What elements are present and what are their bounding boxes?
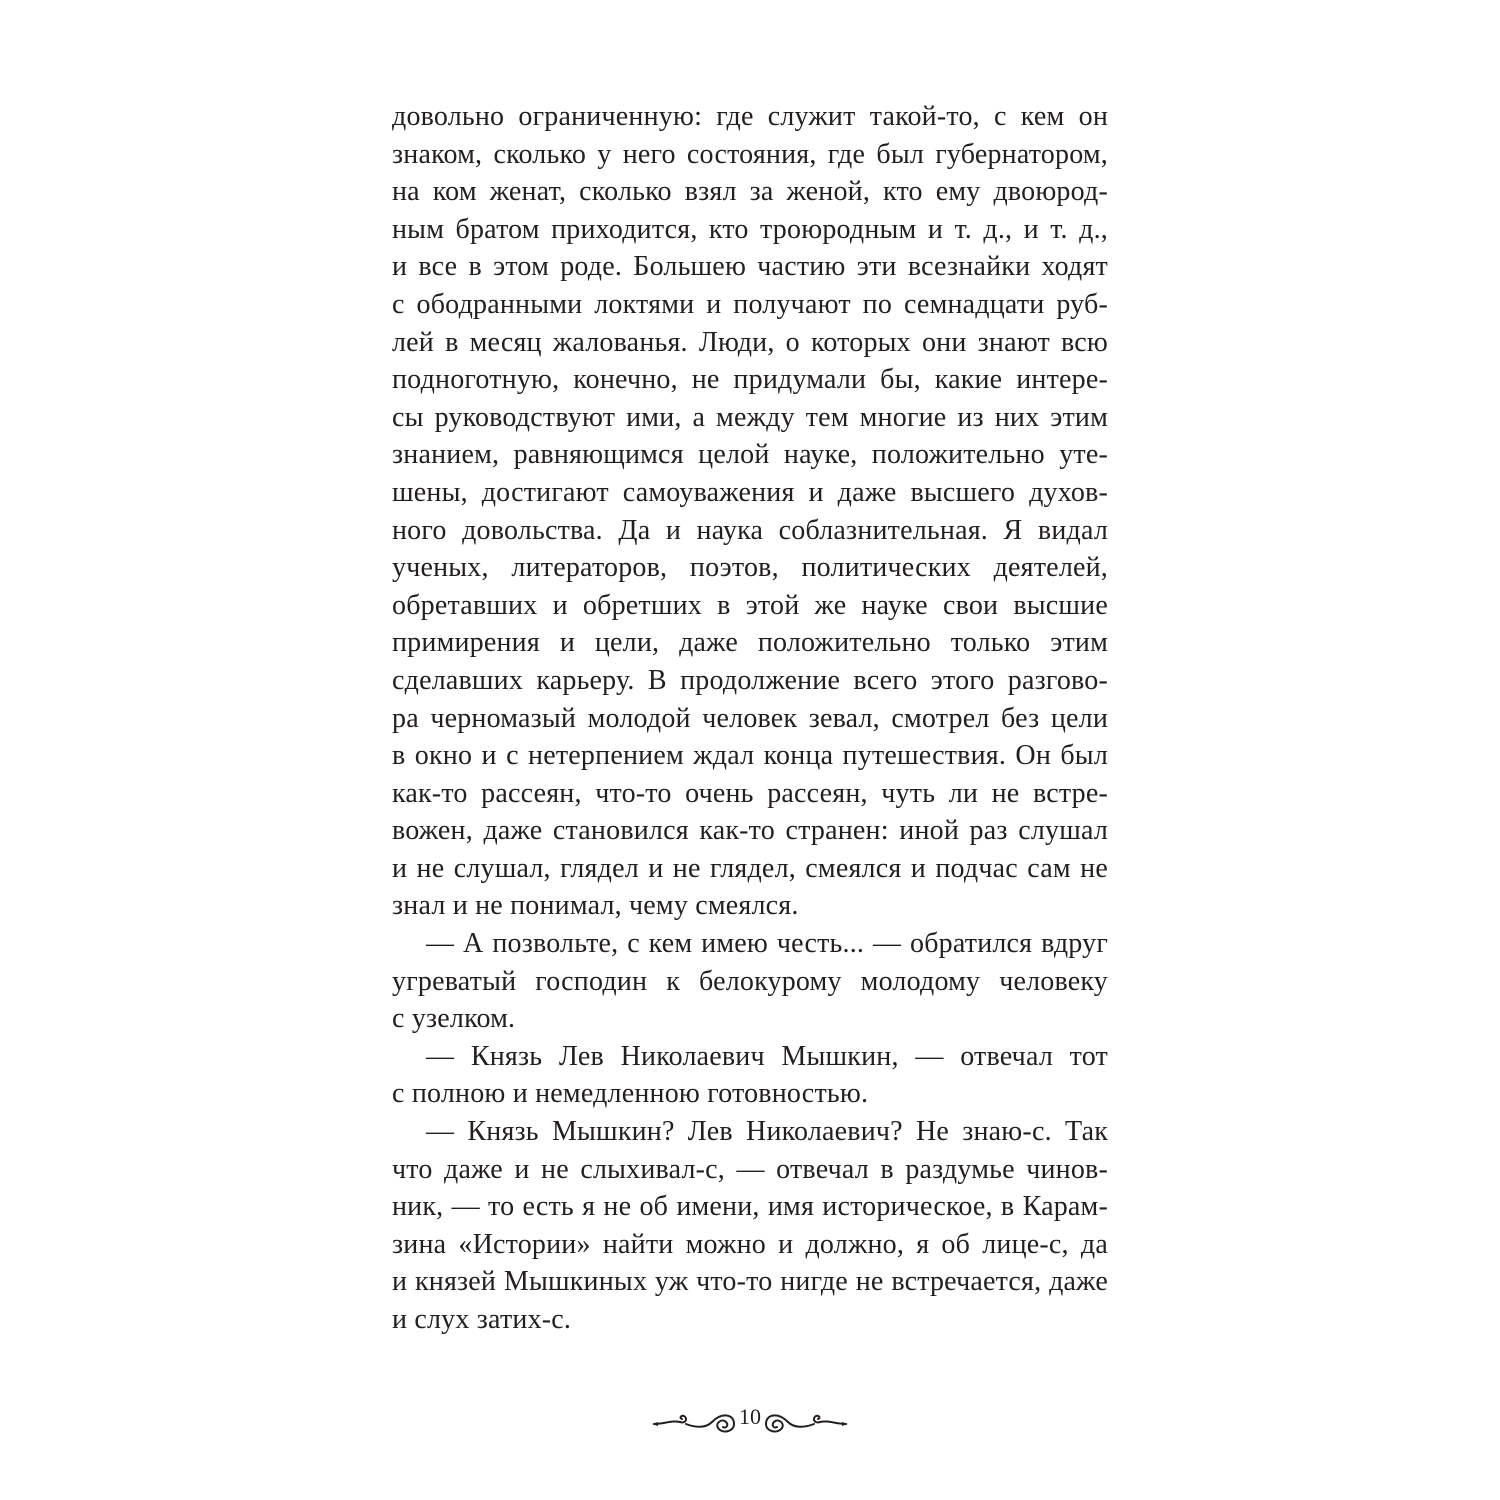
page-footer	[650, 1398, 850, 1442]
text-line: и не слушал, глядел и не глядел, смеялся и подчас сам не	[392, 852, 1108, 884]
text-line: как-то рассеян, что-то очень рассеян, чуть ли не встре-	[392, 777, 1108, 809]
text-line: с полною и немедленною готовностью.	[392, 1078, 869, 1110]
text-line: на ком женат, сколько взял за женой, кто ему двоюрод-	[392, 176, 1108, 208]
text-line: с ободранными локтями и получают по семнадцати руб-	[392, 288, 1108, 320]
text-line: зина «Истории» найти можно и должно, я об лице-с, да	[392, 1228, 1108, 1260]
text-line: и все в этом роде. Большею частию эти всезнайки ходят	[392, 251, 1108, 283]
text-line: сы руководствуют ими, а между тем многие из них этим	[392, 401, 1108, 433]
text-line: обретавших и обретших в этой же науке свои высшие	[392, 589, 1108, 621]
text-line: шены, достигают самоуважения и даже высшего духов-	[392, 476, 1108, 508]
text-line: знанием, равняющимся целой науке, положительно уте-	[392, 439, 1108, 471]
text-line: — Князь Мышкин? Лев Николаевич? Не знаю-с. Так	[426, 1116, 1108, 1148]
text-line: примирения и цели, даже положительно только этим	[392, 627, 1108, 659]
text-line: угреватый господин к белокурому молодому человеку	[392, 965, 1108, 997]
text-line: в окно и с нетерпением ждал конца путешествия. Он был	[392, 740, 1108, 772]
text-line: ра черномазый молодой человек зевал, смотрел без цели	[392, 702, 1108, 734]
text-line: сделавших карьеру. В продолжение всего этого разгово-	[392, 664, 1108, 696]
text-line: с узелком.	[392, 1003, 516, 1035]
text-line: и князей Мышкиных уж что-то нигде не встречается, даже	[392, 1266, 1108, 1298]
text-line: вожен, даже становился как-то странен: иной раз слушал	[392, 815, 1108, 847]
page-number: 10	[739, 1404, 761, 1429]
text-line: ного довольства. Да и наука соблазнительная. Я видал	[392, 514, 1108, 546]
text-line: — А позвольте, с кем имею честь... — обратился вдруг	[426, 928, 1108, 960]
text-line: довольно ограниченную: где служит такой-то, с кем он	[392, 101, 1108, 132]
text-line: знал и не понимал, чему смеялся.	[392, 890, 799, 922]
text-line: ным братом приходится, кто троюродным и т. д., и т. д.,	[392, 213, 1108, 245]
text-line: знаком, сколько у него состояния, где был губернатором,	[392, 138, 1108, 170]
text-line: что даже и не слыхивал-с, — отвечал в раздумье чинов-	[392, 1153, 1108, 1185]
text-line: подноготную, конечно, не придумали бы, какие интере-	[392, 364, 1108, 396]
text-line: лей в месяц жалованья. Люди, о которых они знают всю	[392, 326, 1108, 358]
scroll-ornament-left-icon	[650, 1398, 738, 1438]
text-line: и слух затих-с.	[392, 1304, 572, 1335]
book-page-text	[392, 98, 1108, 1339]
text-line: — Князь Лев Николаевич Мышкин, — отвечал тот	[426, 1040, 1108, 1072]
scroll-ornament-right-icon	[762, 1398, 850, 1438]
text-line: ученых, литераторов, поэтов, политических деятелей,	[392, 552, 1108, 584]
text-line: ник, — то есть я не об имени, имя историческое, в Карам-	[392, 1191, 1108, 1223]
